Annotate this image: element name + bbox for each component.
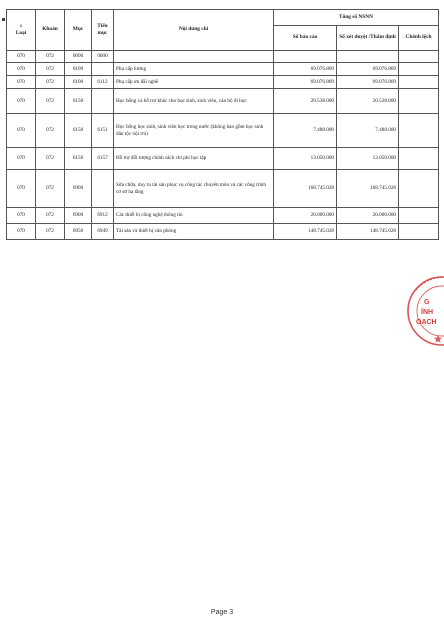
header-khoan: Khoản xyxy=(36,10,65,51)
table-row xyxy=(7,89,439,114)
cell-so-bao-cao: 69.076.869 xyxy=(274,63,337,76)
cell-noi-dung: Phụ cấp ưu đãi nghề xyxy=(114,76,274,89)
cell-noi-dung xyxy=(114,51,274,63)
cell-muc: 6100 xyxy=(65,63,92,76)
cell-khoan: 072 xyxy=(36,148,65,170)
table-row xyxy=(7,51,439,63)
cell-tieu-muc xyxy=(92,63,114,76)
cell-loai: 070 xyxy=(7,63,36,76)
cell-noi-dung: Sửa chữa, duy tu tài sản phục vụ công tác chuyên môn và các công trình cơ sở hạ tầng xyxy=(114,170,274,208)
cell-chenh-lech xyxy=(399,114,439,148)
cell-muc: 6900 xyxy=(65,170,92,208)
cell-chenh-lech xyxy=(399,51,439,63)
cell-so-xet-duyet: 20.000.000 xyxy=(337,208,399,224)
cell-khoan: 072 xyxy=(36,51,65,63)
cell-noi-dung: Các thiết bị công nghệ thông tin xyxy=(114,208,274,224)
cell-so-xet-duyet: 13.050.000 xyxy=(337,148,399,170)
cell-loai: 070 xyxy=(7,170,36,208)
cell-muc: 0000 xyxy=(65,51,92,63)
cell-muc: 6900 xyxy=(65,208,92,224)
header-tong-so-nsnn: Tổng số NSNN xyxy=(274,10,439,26)
cell-so-bao-cao: 7.488.000 xyxy=(274,114,337,148)
cell-muc: 6150 xyxy=(65,148,92,170)
table-row xyxy=(7,148,439,170)
cell-so-xet-duyet: 20.538.000 xyxy=(337,89,399,114)
header-corner-mark: ı xyxy=(20,22,22,29)
cell-loai: 070 xyxy=(7,148,36,170)
scan-edge-mark xyxy=(2,18,5,21)
cell-muc: 6100 xyxy=(65,76,92,89)
cell-so-xet-duyet: 7.488.000 xyxy=(337,114,399,148)
cell-so-bao-cao: 20.000.000 xyxy=(274,208,337,224)
page-number: Page 3 xyxy=(210,609,234,616)
header-noi-dung-chi: Nội dung chi xyxy=(114,10,274,51)
cell-noi-dung: Hỗ trợ đối tượng chính sách chi phí học tập xyxy=(114,148,274,170)
cell-muc: 6150 xyxy=(65,89,92,114)
cell-tieu-muc: 0000 xyxy=(92,51,114,63)
cell-so-xet-duyet: 69.076.869 xyxy=(337,63,399,76)
cell-so-bao-cao: 13.050.000 xyxy=(274,148,337,170)
cell-muc: 6150 xyxy=(65,114,92,148)
cell-tieu-muc: 6112 xyxy=(92,76,114,89)
cell-so-bao-cao: 20.538.000 xyxy=(274,89,337,114)
table-row xyxy=(7,114,439,148)
stamp-text-line-3: OẠCH xyxy=(416,319,437,326)
cell-loai: 070 xyxy=(7,114,36,148)
cell-loai: 070 xyxy=(7,208,36,224)
cell-khoan: 072 xyxy=(36,114,65,148)
cell-khoan: 072 xyxy=(36,170,65,208)
cell-tieu-muc xyxy=(92,170,114,208)
budget-table xyxy=(6,9,439,240)
cell-so-bao-cao: 168.745.028 xyxy=(274,170,337,208)
cell-chenh-lech xyxy=(399,170,439,208)
cell-so-xet-duyet: 148.745.028 xyxy=(337,224,399,240)
cell-chenh-lech xyxy=(399,224,439,240)
table-row xyxy=(7,170,439,208)
cell-so-xet-duyet: 69.076.869 xyxy=(337,76,399,89)
cell-so-bao-cao xyxy=(274,51,337,63)
table-row xyxy=(7,76,439,89)
cell-noi-dung: Phụ cấp lương xyxy=(114,63,274,76)
stamp-text-line-1: G xyxy=(424,299,430,306)
cell-khoan: 072 xyxy=(36,224,65,240)
cell-tieu-muc: 6949 xyxy=(92,224,114,240)
cell-tieu-muc: 6151 xyxy=(92,114,114,148)
cell-noi-dung: Học bổng học sinh, sinh viên học trong nước (không bao gồm học sinh dân tộc nội trú) xyxy=(114,114,274,148)
cell-khoan: 072 xyxy=(36,89,65,114)
cell-khoan: 072 xyxy=(36,76,65,89)
table-row xyxy=(7,224,439,240)
cell-noi-dung: Tài sản và thiết bị văn phòng xyxy=(114,224,274,240)
official-seal-stamp xyxy=(404,272,444,350)
cell-so-xet-duyet: 168.745.028 xyxy=(337,170,399,208)
header-loai-label: Loại xyxy=(15,30,27,36)
header-so-xet-duyet: Số xét duyệt /Thẩm định xyxy=(337,26,399,51)
cell-noi-dung: Học bổng và hỗ trợ khác cho học sinh, sinh viên, cán bộ đi học xyxy=(114,89,274,114)
cell-chenh-lech xyxy=(399,148,439,170)
table-row xyxy=(7,63,439,76)
header-tieu-muc: Tiểu mục xyxy=(92,10,114,51)
cell-loai: 070 xyxy=(7,224,36,240)
cell-chenh-lech xyxy=(399,89,439,114)
cell-tieu-muc: 6157 xyxy=(92,148,114,170)
header-so-bao-cao: Số báo cáo xyxy=(274,26,337,51)
cell-so-bao-cao: 69.076.869 xyxy=(274,76,337,89)
cell-loai: 070 xyxy=(7,51,36,63)
cell-khoan: 072 xyxy=(36,208,65,224)
table-row xyxy=(7,208,439,224)
cell-so-bao-cao: 148.745.028 xyxy=(274,224,337,240)
cell-khoan: 072 xyxy=(36,63,65,76)
cell-so-xet-duyet xyxy=(337,51,399,63)
header-loai xyxy=(7,10,36,51)
cell-loai: 070 xyxy=(7,89,36,114)
cell-chenh-lech xyxy=(399,208,439,224)
cell-muc: 6950 xyxy=(65,224,92,240)
cell-tieu-muc: 6912 xyxy=(92,208,114,224)
cell-loai: 070 xyxy=(7,76,36,89)
cell-tieu-muc xyxy=(92,89,114,114)
cell-chenh-lech xyxy=(399,76,439,89)
stamp-text-line-2: ÍNH xyxy=(421,309,434,316)
header-chenh-lech: Chênh lệch xyxy=(399,26,439,51)
header-muc: Mục xyxy=(65,10,92,51)
cell-chenh-lech xyxy=(399,63,439,76)
